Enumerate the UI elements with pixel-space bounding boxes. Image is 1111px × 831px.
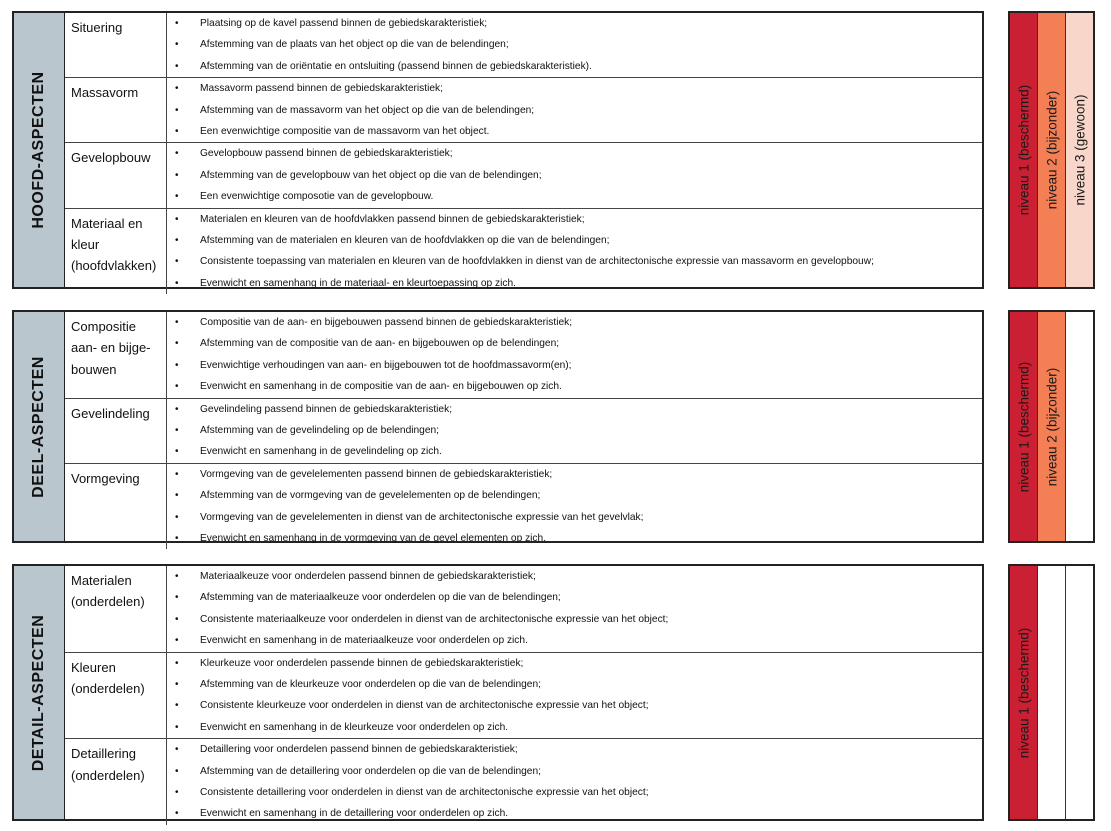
- aspect-groups: [65, 13, 982, 287]
- section-side-bar: [14, 13, 65, 287]
- level-empty: [1066, 312, 1093, 541]
- section-title: HOOFD-ASPECTEN: [30, 71, 47, 229]
- criterion: • Afstemming van de kleurkeuze voor onderdelen op die van de belendingen;: [167, 674, 982, 695]
- section-side-bar: [14, 566, 65, 819]
- aspect-group: [65, 566, 982, 653]
- criterion: • Gevelindeling passend binnen de gebiedskarakteristiek;: [167, 399, 982, 420]
- level-label: niveau 2 (bijzonder): [1044, 367, 1059, 486]
- criterion: • Evenwicht en samenhang in de vormgeving van de gevel elementen op zich.: [167, 528, 982, 549]
- criterion: • Afstemming van de materiaalkeuze voor onderdelen op die van de belendingen;: [167, 587, 982, 608]
- criterion: • Massavorm passend binnen de gebiedskarakteristiek;: [167, 78, 982, 99]
- level-legend-detail: [1008, 564, 1095, 821]
- criterion: • Consistente toepassing van materialen en kleuren van de hoofdvlakken in dienst van de architectonische expressie van massavorm en gevelopbouw;: [167, 251, 982, 272]
- aspect-name: Kleuren (onderdelen): [65, 653, 167, 739]
- criterion: • Consistente materiaalkeuze voor onderdelen in dienst van de architectonische expressie van het object;: [167, 609, 982, 630]
- criterion: • Evenwicht en samenhang in de compositie van de aan- en bijgebouwen op zich.: [167, 376, 982, 397]
- level-label: niveau 2 (bijzonder): [1044, 90, 1059, 210]
- aspect-name: Compositie aan- en bijge- bouwen: [65, 312, 167, 398]
- criteria-list: [167, 653, 982, 739]
- criteria-list: [167, 209, 982, 295]
- aspect-group: [65, 209, 982, 295]
- level-label: niveau 3 (gewoon): [1072, 94, 1087, 206]
- section-hoofd-aspecten: [12, 11, 984, 289]
- criterion: • Evenwicht en samenhang in de materiaal- en kleurtoepassing op zich.: [167, 273, 982, 294]
- criteria-list: [167, 312, 982, 398]
- criteria-list: [167, 464, 982, 550]
- level-niveau-2: [1038, 312, 1066, 541]
- level-empty: [1038, 566, 1066, 819]
- level-legend-deel: [1008, 310, 1095, 543]
- criteria-list: [167, 143, 982, 207]
- section-deel-aspecten: [12, 310, 984, 543]
- aspect-group: [65, 78, 982, 143]
- aspect-group: [65, 312, 982, 399]
- criterion: • Een evenwichtige composotie van de gevelopbouw.: [167, 186, 982, 207]
- aspect-group: [65, 653, 982, 740]
- criterion: • Afstemming van de materialen en kleuren van de hoofdvlakken op die van de belendingen;: [167, 230, 982, 251]
- aspect-group: [65, 143, 982, 208]
- aspect-group: [65, 13, 982, 78]
- level-niveau-1: [1010, 13, 1038, 287]
- criterion: • Plaatsing op de kavel passend binnen de gebiedskarakteristiek;: [167, 13, 982, 34]
- aspect-groups: [65, 566, 982, 819]
- criteria-list: [167, 78, 982, 142]
- criterion: • Consistente detaillering voor onderdelen in dienst van de architectonische expressie van het object;: [167, 782, 982, 803]
- aspect-group: [65, 739, 982, 825]
- criterion: • Evenwichtige verhoudingen van aan- en bijgebouwen tot de hoofdmassavorm(en);: [167, 355, 982, 376]
- level-niveau-1: [1010, 566, 1038, 819]
- criteria-list: [167, 399, 982, 463]
- criterion: • Afstemming van de plaats van het object op die van de belendingen;: [167, 34, 982, 55]
- level-legend-hoofd: [1008, 11, 1095, 289]
- criterion: • Afstemming van de detaillering voor onderdelen op die van de belendingen;: [167, 761, 982, 782]
- level-niveau-1: [1010, 312, 1038, 541]
- section-side-bar: [14, 312, 65, 541]
- criterion: • Detaillering voor onderdelen passend binnen de gebiedskarakteristiek;: [167, 739, 982, 760]
- level-label: niveau 1 (beschermd): [1016, 84, 1031, 216]
- aspect-name: Gevelindeling: [65, 399, 167, 463]
- criterion: • Compositie van de aan- en bijgebouwen passend binnen de gebiedskarakteristiek;: [167, 312, 982, 333]
- criterion: • Afstemming van de gevelindeling op de belendingen;: [167, 420, 982, 441]
- criterion: • Afstemming van de massavorm van het object op die van de belendingen;: [167, 100, 982, 121]
- aspect-name: Materialen (onderdelen): [65, 566, 167, 652]
- criterion: • Evenwicht en samenhang in de kleurkeuze voor onderdelen op zich.: [167, 717, 982, 738]
- aspect-group: [65, 399, 982, 464]
- aspect-name: Gevelopbouw: [65, 143, 167, 207]
- criterion: • Consistente kleurkeuze voor onderdelen in dienst van de architectonische expressie van het object;: [167, 695, 982, 716]
- aspect-name: Materiaal en kleur (hoofdvlakken): [65, 209, 167, 295]
- criteria-list: [167, 13, 982, 77]
- level-empty: [1066, 566, 1093, 819]
- criterion: • Afstemming van de compositie van de aan- en bijgebouwen op de belendingen;: [167, 333, 982, 354]
- criterion: • Een evenwichtige compositie van de massavorm van het object.: [167, 121, 982, 142]
- criteria-list: [167, 739, 982, 825]
- section-title: DETAIL-ASPECTEN: [30, 614, 47, 771]
- level-niveau-2: [1038, 13, 1066, 287]
- level-niveau-3: [1066, 13, 1093, 287]
- criterion: • Evenwicht en samenhang in de materiaalkeuze voor onderdelen op zich.: [167, 630, 982, 651]
- criterion: • Afstemming van de gevelopbouw van het object op die van de belendingen;: [167, 165, 982, 186]
- aspect-name: Situering: [65, 13, 167, 77]
- criterion: • Materialen en kleuren van de hoofdvlakken passend binnen de gebiedskarakteristiek;: [167, 209, 982, 230]
- aspect-name: Massavorm: [65, 78, 167, 142]
- criterion: • Afstemming van de vormgeving van de gevelelementen op de belendingen;: [167, 485, 982, 506]
- criterion: • Evenwicht en samenhang in de detaillering voor onderdelen op zich.: [167, 803, 982, 824]
- criterion: • Vormgeving van de gevelelementen passend binnen de gebiedskarakteristiek;: [167, 464, 982, 485]
- aspect-groups: [65, 312, 982, 544]
- level-label: niveau 1 (beschermd): [1016, 361, 1031, 492]
- criterion: • Afstemming van de oriëntatie en ontsluiting (passend binnen de gebiedskarakteristiek).: [167, 56, 982, 77]
- criterion: • Gevelopbouw passend binnen de gebiedskarakteristiek;: [167, 143, 982, 164]
- aspect-group: [65, 464, 982, 550]
- level-label: niveau 1 (beschermd): [1016, 627, 1031, 758]
- aspect-name: Vormgeving: [65, 464, 167, 550]
- criterion: • Materiaalkeuze voor onderdelen passend binnen de gebiedskarakteristiek;: [167, 566, 982, 587]
- section-title: DEEL-ASPECTEN: [30, 355, 47, 498]
- criteria-list: [167, 566, 982, 652]
- aspect-name: Detaillering (onderdelen): [65, 739, 167, 825]
- criterion: • Kleurkeuze voor onderdelen passende binnen de gebiedskarakteristiek;: [167, 653, 982, 674]
- criterion: • Evenwicht en samenhang in de gevelindeling op zich.: [167, 441, 982, 462]
- criterion: • Vormgeving van de gevelelementen in dienst van de architectonische expressie van het gevelvlak;: [167, 507, 982, 528]
- section-detail-aspecten: [12, 564, 984, 821]
